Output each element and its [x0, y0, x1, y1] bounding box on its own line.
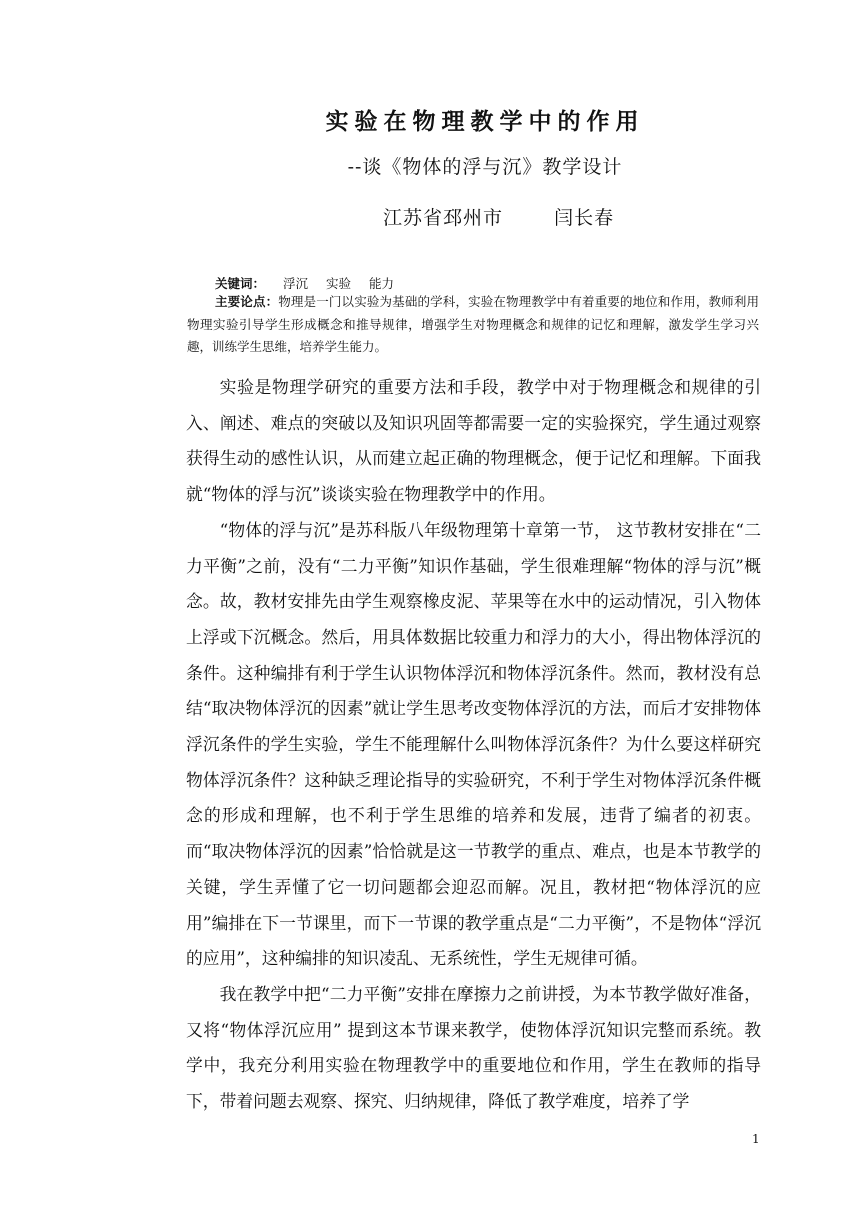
body-paragraph: 实验是物理学研究的重要方法和手段，教学中对于物理概念和规律的引入、阐述、难点的突破以及知识巩固等都需要一定的实验探究，学生通过观察获得生动的感性认识，从而建立起正确的物理概念，便于记忆和理解。下面我就“物体的浮与沉”谈谈实验在物理教学中的作用。	[186, 377, 761, 505]
page-number: 1	[752, 1132, 760, 1146]
keyword: 浮沉	[283, 276, 309, 291]
keywords-line	[215, 274, 394, 292]
keywords-label: 关键词：	[215, 276, 266, 291]
body-paragraph: 我在教学中把“二力平衡”安排在摩擦力之前讲授，为本节教学做好准备，又将“物体浮沉应用” 提到这本节课来教学，使物体浮沉知识完整而系统。教学中，我充分利用实验在物理教学中的重要地位和作用，学生在教师的指导下，带着问题去观察、探究、归纳规律，降低了教学难度，培养了学	[186, 983, 761, 1112]
author-line	[383, 203, 614, 230]
document-subtitle: --谈《物体的浮与沉》教学设计	[347, 156, 623, 178]
keyword: 能力	[369, 276, 395, 291]
abstract-text: 物理是一门以实验为基础的学科，实验在物理教学中有着重要的地位和作用，教师利用物理实验引导学生形成概念和推导规律，增强学生对物理概念和规律的记忆和理解，激发学生学习兴趣，训练学生思维，培养学生能力。	[187, 294, 759, 354]
body-text	[186, 370, 761, 1120]
document-title: 实验在物理教学中的作用	[325, 109, 645, 135]
abstract	[187, 291, 759, 359]
abstract-label: 主要论点：	[215, 294, 279, 309]
keyword: 实验	[326, 276, 352, 291]
author-name: 闫长春	[554, 207, 615, 229]
body-paragraph: “物体的浮与沉”是苏科版八年级物理第十章第一节， 这节教材安排在“二力平衡”之前，没有“二力平衡”知识作基础，学生很难理解“物体的浮与沉”概念。故，教材安排先由学生观察橡皮泥、苹果等在水中的运动情况，引入物体上浮或下沉概念。然后，用具体数据比较重力和浮力的大小，得出物体浮沉的条件。这种编排有利于学生认识物体浮沉和物体浮沉条件。然而，教材没有总结“取决物体浮沉的因素”就让学生思考改变物体浮沉的方法，而后才安排物体浮沉条件的学生实验，学生不能理解什么叫物体浮沉条件？为什么要这样研究物体浮沉条件？这种缺乏理论指导的实验研究，不利于学生对物体浮沉条件概念的形成和理解，也不利于学生思维的培养和发展，违背了编者的初衷。而“取决物体浮沉的因素”恰恰就是这一节教学的重点、难点，也是本节教学的关键，学生弄懂了它一切问题都会迎忍而解。况且，教材把“物体浮沉的应用”编排在下一节课里，而下一节课的教学重点是“二力平衡”，不是物体“浮沉的应用”，这种编排的知识凌乱、无系统性，学生无规律可循。	[186, 519, 761, 969]
author-place: 江苏省邳州市	[383, 207, 504, 229]
